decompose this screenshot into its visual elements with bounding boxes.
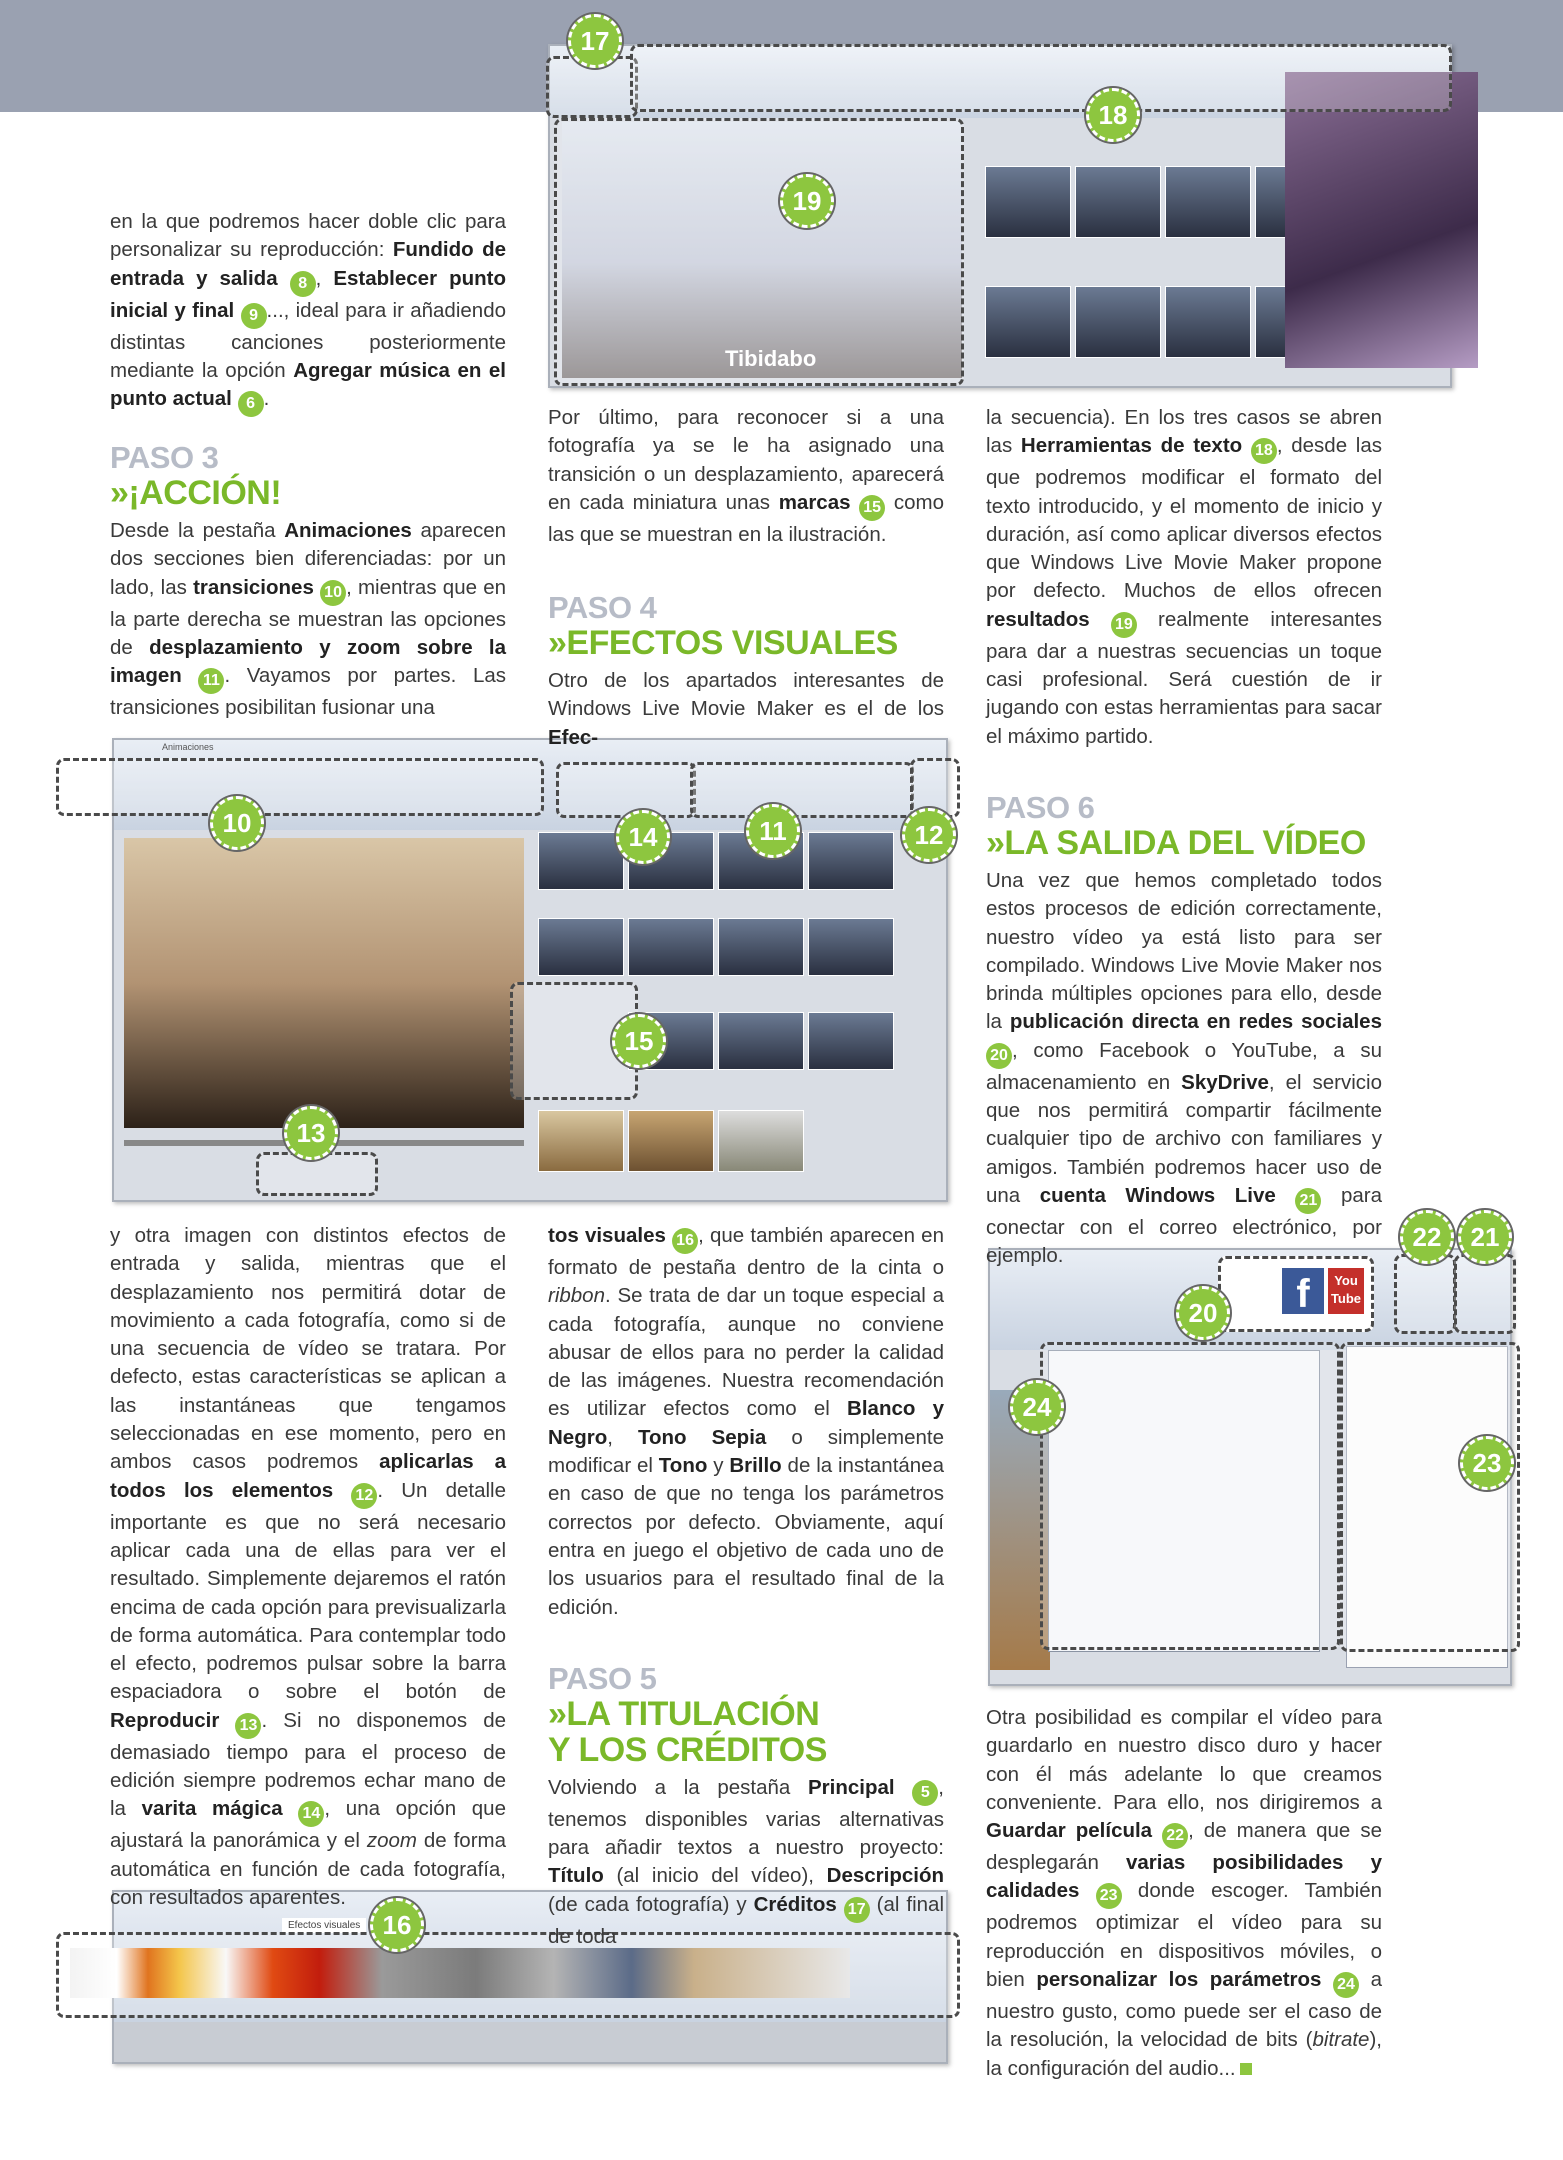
paso3-heading <box>110 441 506 511</box>
col3-top-text <box>986 404 1382 1271</box>
timeline-thumb <box>628 918 714 976</box>
timeline-thumb <box>985 166 1071 238</box>
callout-10: 10 <box>210 796 264 850</box>
timeline-thumb <box>808 1012 894 1070</box>
col2-top-text <box>548 404 944 752</box>
paragraph: Otro de los apartados interesantes de Windows Live Movie Maker es el de los Efec- <box>548 669 944 749</box>
highlight-pan-zoom <box>690 762 914 818</box>
callout-14: 14 <box>616 810 670 864</box>
callout-23: 23 <box>1460 1436 1514 1490</box>
highlight-sign-in <box>1454 1254 1516 1334</box>
callout-19: 19 <box>780 174 834 228</box>
paragraph: la secuencia). En los tres casos se abren las Herramientas de texto 18 , desde las que podremos modificar el formato del texto introducido, y el momento de inicio y duración, así como aplicar diversos efectos que Windows Live Movie Maker propone por defecto. Muchos de ellos ofrecen resultados 19 realmente interesantes para dar a nuestras secuencias un toque casi profesional. Será cuestión de ir jugando con estas herramientas para sacar el máximo partido. <box>986 406 1382 748</box>
timeline-thumb <box>538 832 624 890</box>
youtube-icon: You Tube <box>1328 1268 1364 1314</box>
paragraph: Otra posibilidad es compilar el vídeo para guardarlo en nuestro disco duro y hacer con él más adelante lo que creamos conveniente. Para ello, nos dirigiremos a Guardar película 22 , de manera que se desplegarán varias posibilidades y calidades 23 donde escoger. También podremos optimizar el vídeo para su reproducción en dispositivos móviles, o bien personalizar los parámetros 24 a nuestro gusto, como puede ser el caso de la resolución, la velocidad de bits (bitrate), la configuración del audio... <box>986 1706 1382 2080</box>
timeline-thumb <box>985 286 1071 358</box>
callout-18: 18 <box>1086 88 1140 142</box>
callout-13: 13 <box>284 1106 338 1160</box>
paso6-heading <box>986 791 1382 861</box>
timeline-thumb <box>718 1110 804 1172</box>
timeline-thumb <box>538 918 624 976</box>
paragraph: en la que podremos hacer doble clic para personalizar su reproducción: Fundido de entrada y salida 8 , Establecer punto inicial y final 9 ..., ideal para ir añadiendo distintas canciones posteriormente mediante la opción Agregar música en el punto actual 6 . <box>110 208 506 417</box>
timeline-thumb <box>718 918 804 976</box>
highlight-save-movie <box>1394 1254 1456 1334</box>
facebook-icon: f <box>1282 1268 1324 1314</box>
timeline-thumb <box>1075 286 1161 358</box>
timeline-thumb <box>808 918 894 976</box>
highlight-text-tools <box>630 44 1452 112</box>
callout-11: 11 <box>746 804 800 858</box>
paso3-title: »¡ACCIÓN! <box>110 474 282 513</box>
paragraph: Volviendo a la pestaña Principal 5 , tenemos disponibles varias alternativas para añadir textos a nuestro proyecto: Título (al inicio del vídeo), Descripción (de cada fotografía) y Créditos 17 (al final de toda <box>548 1775 944 1948</box>
tab-efectos-visuales: Efectos visuales <box>282 1918 366 1933</box>
callout-20: 20 <box>1176 1286 1230 1340</box>
paragraph: Una vez que hemos completado todos estos procesos de edición correctamente, nuestro vídeo ya está listo para ser compilado. Windows Live Movie Maker nos brinda múltiples opciones para ello, desde la publicación directa en redes sociales 20 , como Facebook o YouTube, a su almacenamiento en SkyDrive, el servicio que nos permitirá compartir fácilmente cualquier tipo de archivo con familiares y amigos. También podremos hacer uso de una cuenta Windows Live 21 para conectar con el correo electrónico, por ejemplo. <box>986 868 1382 1268</box>
paso6-title: »LA SALIDA DEL VÍDEO <box>986 823 1366 862</box>
tab-animaciones: Animaciones <box>162 742 214 752</box>
highlight-effect-result <box>554 118 964 386</box>
timeline-thumb <box>1165 166 1251 238</box>
timeline-strip <box>114 2022 946 2062</box>
callout-12: 12 <box>902 808 956 862</box>
callout-21: 21 <box>1458 1210 1512 1264</box>
illustration-overlay <box>1285 72 1478 368</box>
callout-22: 22 <box>1400 1210 1454 1264</box>
timeline-thumb <box>538 1110 624 1172</box>
paso5-title-line1: »LA TITULACIÓN <box>548 1694 820 1733</box>
effect-thumbs <box>70 1948 850 1998</box>
callout-24: 24 <box>1010 1380 1064 1434</box>
paso5-heading <box>548 1662 944 1768</box>
callout-16: 16 <box>370 1898 424 1952</box>
paragraph: Por último, para reconocer si a una fotografía ya se le ha asignado una transición o un desplazamiento, aparecerá en cada miniatura unas marcas 15 como las que se muestran en la ilustración. <box>548 406 944 546</box>
timeline-thumb <box>628 1110 714 1172</box>
tibidabo-caption: Tibidabo <box>725 346 817 371</box>
paragraph: tos visuales 16 , que también aparecen en formato de pestaña dentro de la cinta o ribbon. Se trata de dar un toque especial a cada fotografía, aunque no conviene abusar de ellos para no perder la calidad de las imágenes. Nuestra recomendación es utilizar efectos como el Blanco y Negro, Tono Sepia o simplemente modificar el Tono y Brillo de la instantánea en caso de que no tenga los parámetros correctos por defecto. Obviamente, aquí entra en juego el objetivo de cada uno de los usuarios para el resultado final de la edición. <box>548 1224 944 1619</box>
paso5-title-line2: Y LOS CRÉDITOS <box>548 1730 827 1769</box>
paso4-label: PASO 4 <box>548 590 657 626</box>
col1-bottom-text <box>110 1222 506 1912</box>
timeline-thumb <box>1165 286 1251 358</box>
tree-photo <box>124 838 524 1128</box>
paso6-label: PASO 6 <box>986 789 1095 825</box>
col2-bottom-text <box>548 1222 944 1951</box>
paso4-title: »EFECTOS VISUALES <box>548 624 898 663</box>
paragraph: Desde la pestaña Animaciones aparecen dos secciones bien diferenciadas: por un lado, las transiciones 10 , mientras que en la parte derecha se muestran las opciones de desplazamiento y zoom sobre la imagen 11 . Vayamos por partes. Las transiciones posibilitan fusionar una <box>110 519 507 720</box>
highlight-transitions <box>56 758 544 816</box>
highlight-dialog <box>1040 1342 1340 1650</box>
paragraph: y otra imagen con distintos efectos de entrada y salida, mientras que el desplazamiento nos permitirá dotar de movimiento a cada fotografía, como si de una secuencia de vídeo se tratara. Por defecto, estas características se aplican a las instantáneas que tengamos seleccionadas en ese momento, pero en ambos casos podremos aplicarlas a todos los elementos 12 . Un detalle importante es que no será necesario aplicar cada una de ellas para ver el resultado. Simplemente dejaremos el ratón encima de cada opción para previsualizarla de forma automática. Para contemplar todo el efecto, podremos pulsar sobre la barra espaciadora o sobre el botón de Reproducir 13 . Si no disponemos de demasiado tiempo para el proceso de edición siempre podremos echar mano de la varita mágica 14 , una opción que ajustará la panorámica y el zoom de forma automática en función de cada fotografía, con resultados aparentes. <box>110 1224 506 1909</box>
timeline-thumb <box>1075 166 1161 238</box>
paso3-label: PASO 3 <box>110 440 219 476</box>
paso4-heading <box>548 591 944 661</box>
timeline-thumb <box>808 832 894 890</box>
highlight-save-options <box>1340 1342 1520 1652</box>
timeline-thumb <box>718 1012 804 1070</box>
col3-bottom-text <box>986 1704 1382 2083</box>
highlight-wand <box>556 762 696 818</box>
end-mark <box>1240 2063 1252 2075</box>
callout-17: 17 <box>568 14 622 68</box>
col1-top-text <box>110 208 506 723</box>
callout-15: 15 <box>612 1014 666 1068</box>
paso5-label: PASO 5 <box>548 1660 657 1696</box>
